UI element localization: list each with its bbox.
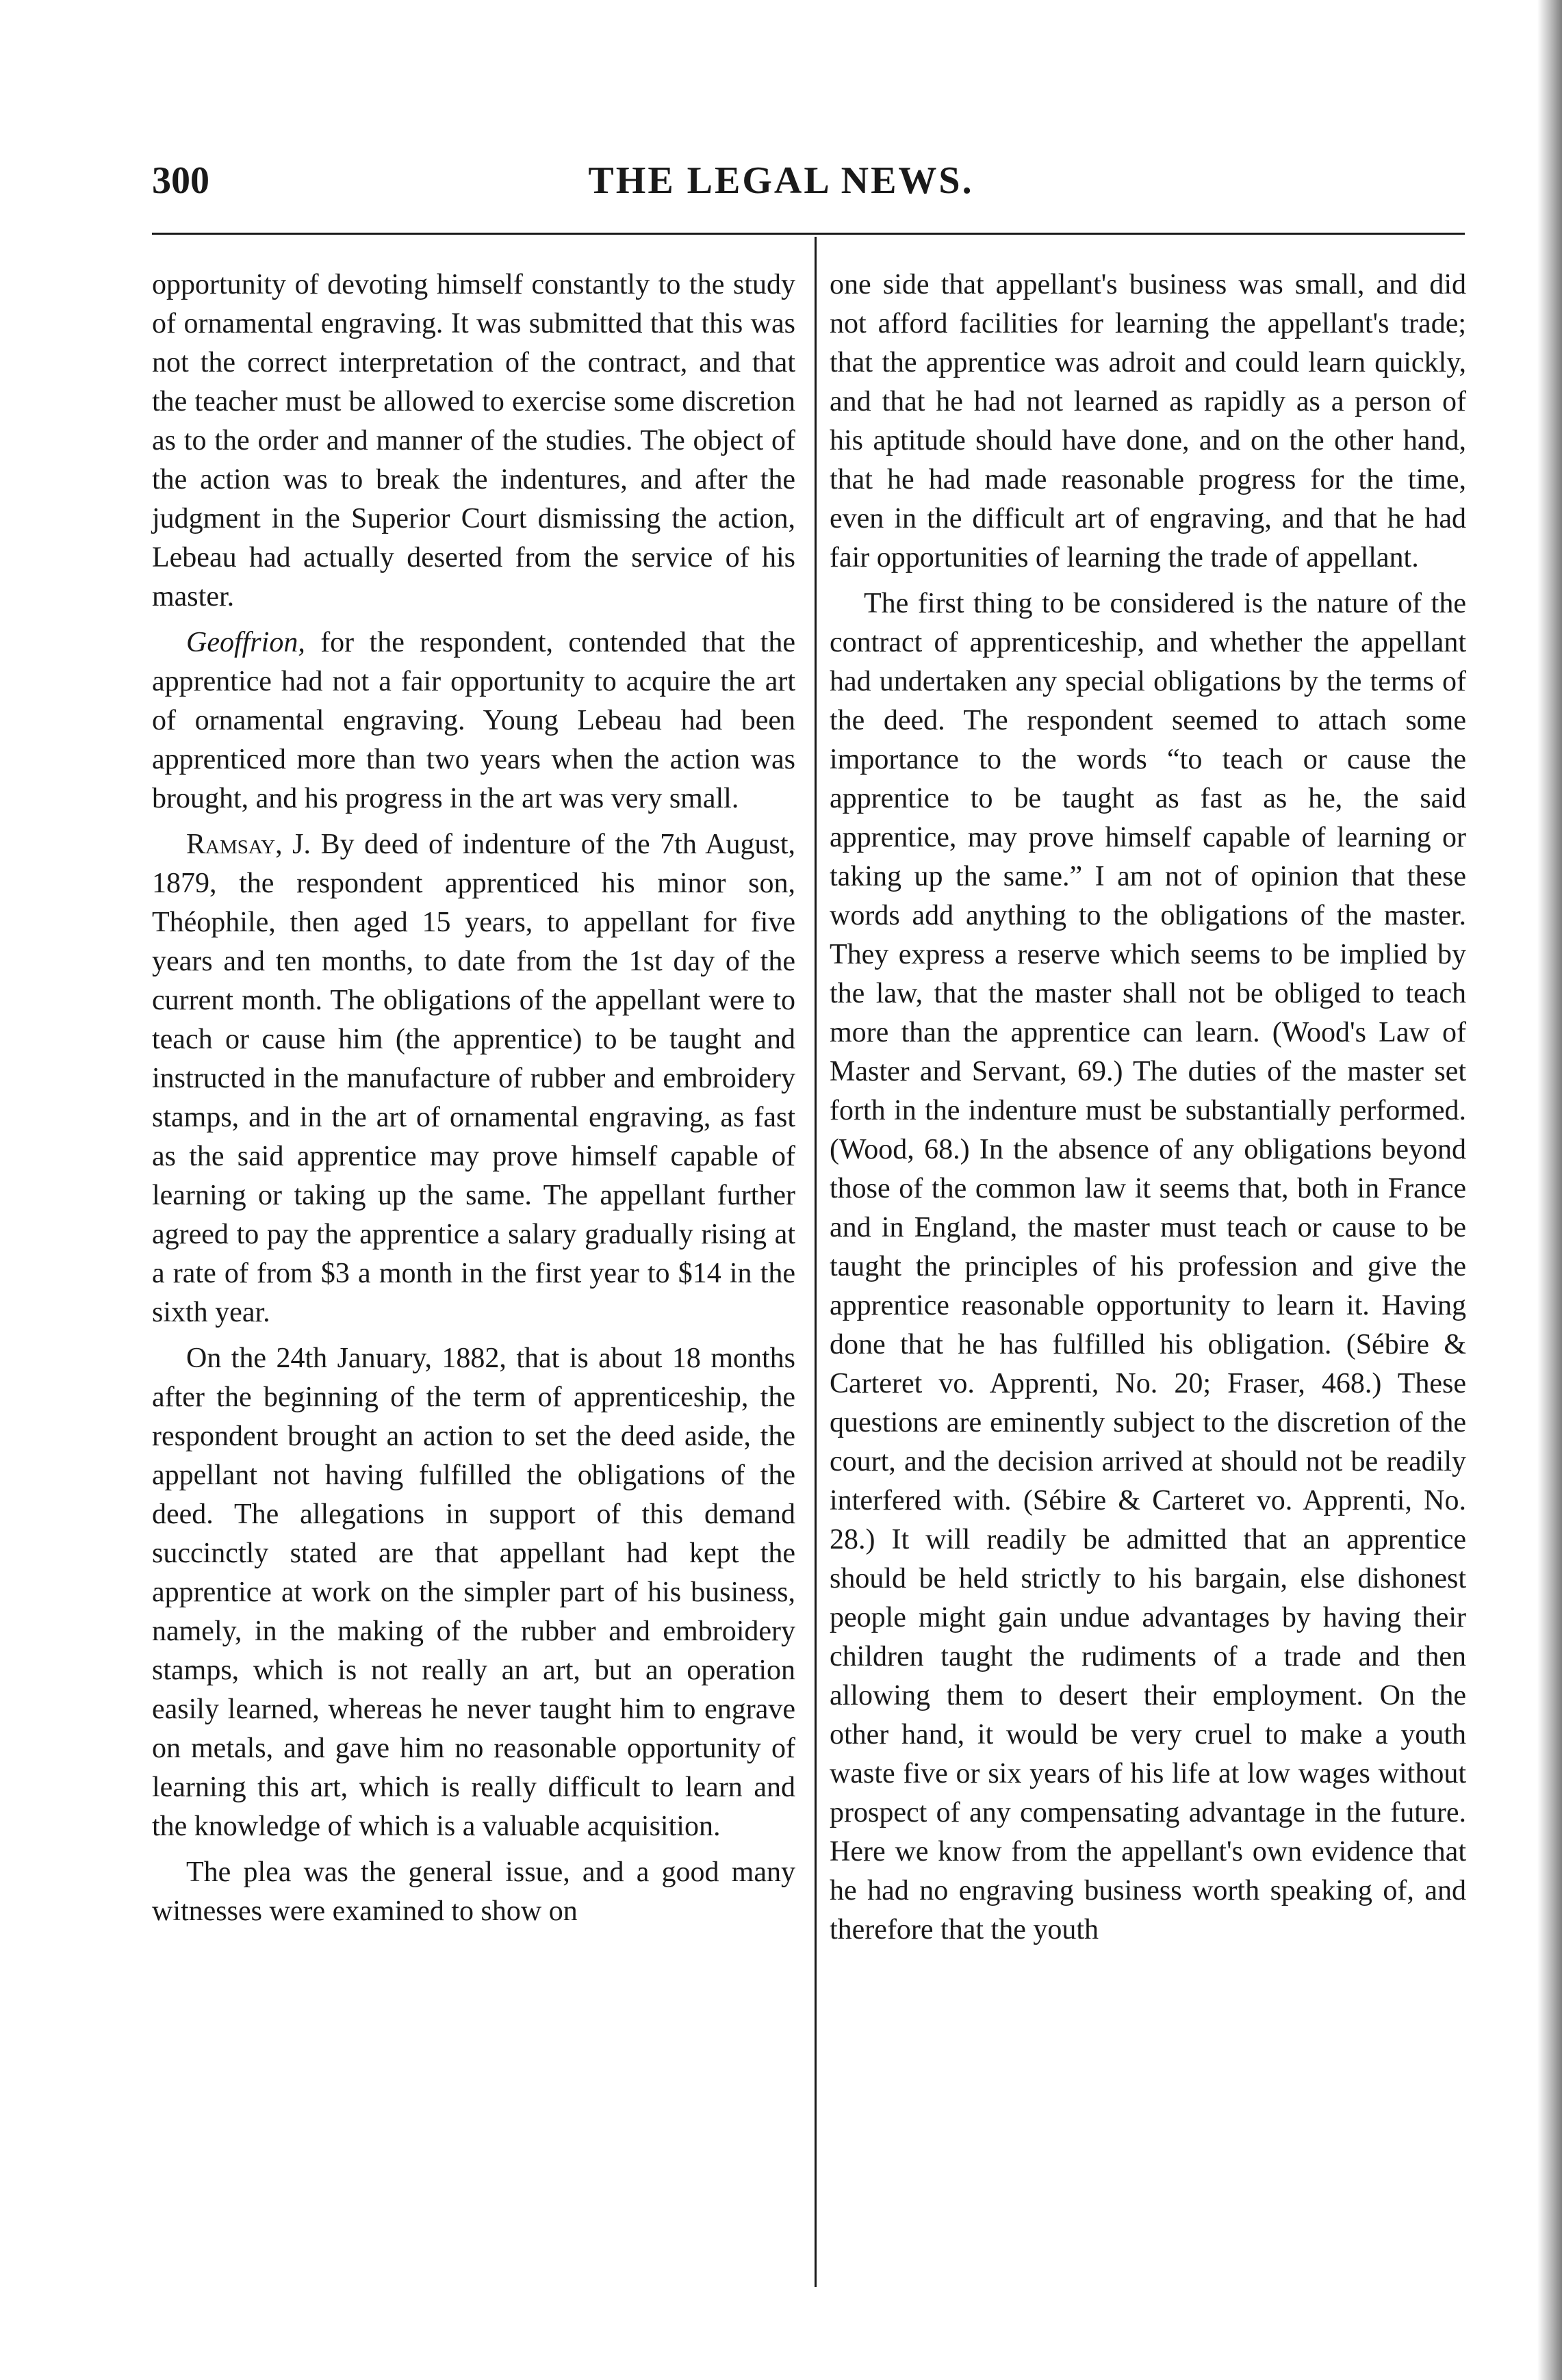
paragraph	[152, 825, 795, 1332]
paragraph: opportunity of devoting himself constantly to the study of ornamental engraving. It was submitted that this was not the correct interpretation of the contract, and that the teacher must be allowed to exercise some discretion as to the order and manner of the studies. The object of the action was to break the indentures, and after the judgment in the Superior Court dismissing the action, Lebeau had actually deserted from the service of his master.	[152, 269, 795, 612]
paragraph: The first thing to be considered is the nature of the contract of apprenticeship, and whether the appellant had undertaken any special obligations by the terms of the deed. The respondent seemed to attach some importance to the words “to teach or cause the apprentice to be taught as fast as he, the said apprentice, may prove himself capable of learning or taking up the same.” I am not of opinion that these words add anything to the obligations of the master. They express a reserve which seems to be implied by the law, that the master shall not be obliged to teach more than the apprentice can learn. (Wood's Law of Master and Servant, 69.) The duties of the master set forth in the indenture must be substantially performed. (Wood, 68.) In the absence of any obligations beyond those of the common law it seems that, both in France and in England, the master must teach or cause to be taught the principles of his profession and give the apprentice reasonable opportunity to learn it. Having done that he has fulfilled his obligation. (Sébire & Carteret vo. Apprenti, No. 20; Fraser, 468.) These questions are eminently subject to the discretion of the court, and the decision arrived at should not be readily interfered with. (Sébire & Carteret vo. Apprenti, No. 28.) It will readily be admitted that an apprentice should be held strictly to his bargain, else dishonest people might gain undue advantages by having their children taught the rudiments of a trade and then allowing them to desert their employment. On the other hand, it would be very cruel to make a youth waste five or six years of his life at low wages without prospect of any compensating advantage in the future. Here we know from the appellant's own evidence that he had no engraving business worth speaking of, and therefore that the youth	[830, 588, 1466, 1945]
paragraph: On the 24th January, 1882, that is about 18 months after the beginning of the term of apprenticeship, the respondent brought an action to set the deed aside, the appellant not having fulfilled the obligations of the deed. The allegations in support of this demand succinctly stated are that appellant had kept the apprentice at work on the simpler part of his business, namely, in the making of the rubber and embroidery stamps, which is not really an art, but an operation easily learned, whereas he never taught him to engrave on metals, and gave him no reasonable opportunity of learning this art, which is really difficult to learn and the knowledge of which is a valuable acquisition.	[152, 1343, 795, 1842]
paragraph: The plea was the general issue, and a good many witnesses were examined to show on	[152, 1857, 795, 1927]
page-edge-shadow	[1537, 0, 1562, 2380]
header-rule	[152, 233, 1465, 235]
paragraph	[152, 623, 795, 818]
page-number: 300	[152, 159, 209, 202]
running-head: THE LEGAL NEWS.	[588, 159, 974, 202]
judge-name: Ramsay, J.	[186, 829, 311, 860]
paragraph-text: By deed of indenture of the 7th August, 1879, the respondent apprenticed his minor son, Théophile, then aged 15 years, to appellant for five years and ten months, to date from the 1st day of the current month. The obligations of the appellant were to teach or cause him (the apprentice) to be taught and instructed in the manufacture of rubber and embroidery stamps, and in the art of ornamental engraving, as fast as the said apprentice may prove himself capable of learning or taking up the same. The appellant further agreed to pay the apprentice a salary gradually rising at a rate of from $3 a month in the first year to $14 in the sixth year.	[152, 829, 795, 1328]
column-divider	[815, 237, 817, 2287]
paragraph: one side that appellant's business was small, and did not afford facilities for learning the appellant's trade; that the apprentice was adroit and could learn quickly, and that he had not learned as rapidly as a person of his aptitude should have done, and on the other hand, that he had made reasonable progress for the time, even in the difficult art of engraving, and that he had fair opportunities of learning the trade of appellant.	[830, 269, 1466, 573]
paragraph-text: for the respondent, contended that the apprentice had not a fair opportunity to acquire the art of ornamental engraving. Young Lebeau had been apprenticed more than two years when the action was brought, and his progress in the art was very small.	[152, 627, 795, 814]
right-column	[830, 266, 1466, 1950]
counsel-name: Geoffrion,	[186, 627, 305, 658]
left-column	[152, 266, 795, 1931]
